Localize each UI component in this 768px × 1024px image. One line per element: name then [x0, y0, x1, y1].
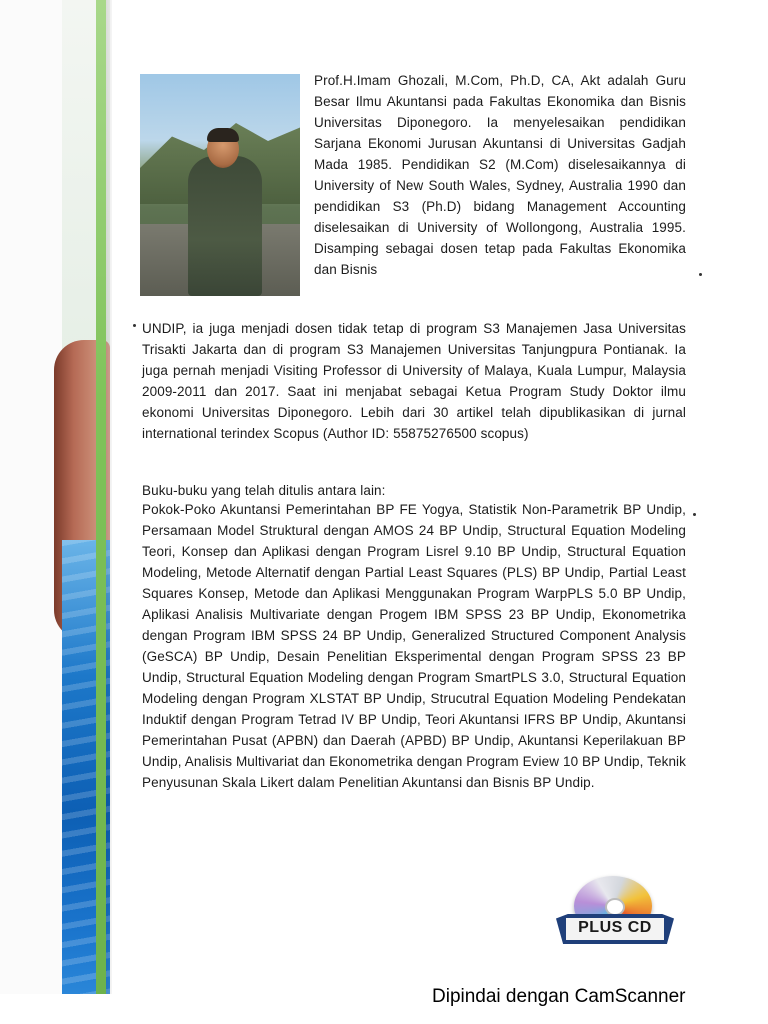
- plus-cd-badge: [556, 876, 674, 956]
- scan-speck: [699, 273, 702, 276]
- author-bio-intro: Prof.H.Imam Ghozali, M.Com, Ph.D, CA, Akt adalah Guru Besar Ilmu Akuntansi pada Fakultas Ekonomika dan Bisnis Universitas Diponegoro. Ia menyelesaikan pendidikan Sarjana Ekonomi Jurusan Akuntansi di Universitas Gadjah Mada 1985. Pendidikan S2 (M.Com) diselesaikannya di University of New South Wales, Sydney, Australia 1990 dan pendidikan S3 (Ph.D) bidang Management Accounting diselesaikan di University of Wollongong, Australia 1995. Disamping sebagai dosen tetap pada Fakultas Ekonomika dan Bisnis: [314, 73, 686, 277]
- camscanner-watermark: Dipindai dengan CamScanner: [432, 986, 686, 1007]
- books-list: Pokok-Poko Akuntansi Pemerintahan BP FE Yogya, Statistik Non-Parametrik BP Undip, Persamaan Model Struktural dengan AMOS 24 BP Undip, Structural Equation Modeling Teori, Konsep dan Aplikasi dengan Program Lisrel 9.10 BP Undip, Structural Equation Modeling, Metode Alternatif dengan Partial Least Squares (PLS) BP Undip, Partial Least Squares Konsep, Metode dan Aplikasi Menggunakan Program WarpPLS 5.0 BP Undip, Aplikasi Analisis Multivariate dengan Progem IBM SPSS 23 BP Undip, Ekonometrika dengan Program IBM SPSS 24 BP Undip, Generalized Structured Component Analysis (GeSCA) BP Undip, Desain Penelitian Eksperimental dengan Program SPSS 23 BP Undip, Structural Equation Modeling dengan Program SmartPLS 3.0, Structural Equation Modeling dengan Program XLSTAT BP Undip, Strucutral Equation Modeling Pendekatan Induktif dengan Program Tetrad IV BP Undip, Teori Akuntansi IFRS BP Undip, Akuntansi Pemerintahan Pusat (APBN) dan Daerah (APBD) BP Undip, Akuntansi Keperilakuan BP Undip, Analisis Multivariat dan Ekonometrika dengan Program Eview 10 BP Undip, Teknik Penyusunan Skala Likert dalam Penelitian Akuntansi dan Bisnis BP Undip.: [142, 502, 686, 790]
- badge-label: PLUS CD: [578, 919, 652, 936]
- book-spine-edge: [0, 0, 112, 994]
- photo-person-body: [188, 156, 262, 296]
- photo-person-hair: [207, 128, 239, 142]
- spine-green-stripe: [96, 0, 106, 994]
- books-heading: Buku-buku yang telah ditulis antara lain:: [142, 483, 386, 498]
- author-photo: [140, 74, 300, 296]
- scan-speck: [133, 324, 136, 327]
- cd-hole: [605, 898, 625, 916]
- scan-speck: [693, 513, 696, 516]
- author-bio-continued: UNDIP, ia juga menjadi dosen tidak tetap di program S3 Manajemen Jasa Universitas Trisakti Jakarta dan di program S3 Manajemen Universitas Tanjungpura Pontianak. Ia juga pernah menjadi Visiting Professor di University of Malaya, Kuala Lumpur, Malaysia 2009-2011 dan 2017. Saat ini menjabat sebagai Ketua Program Study Doktor ilmu ekonomi Universitas Diponegoro. Lebih dari 30 artikel telah dipublikasikan di jurnal international terindex Scopus (Author ID: 55875276500 scopus): [142, 321, 686, 441]
